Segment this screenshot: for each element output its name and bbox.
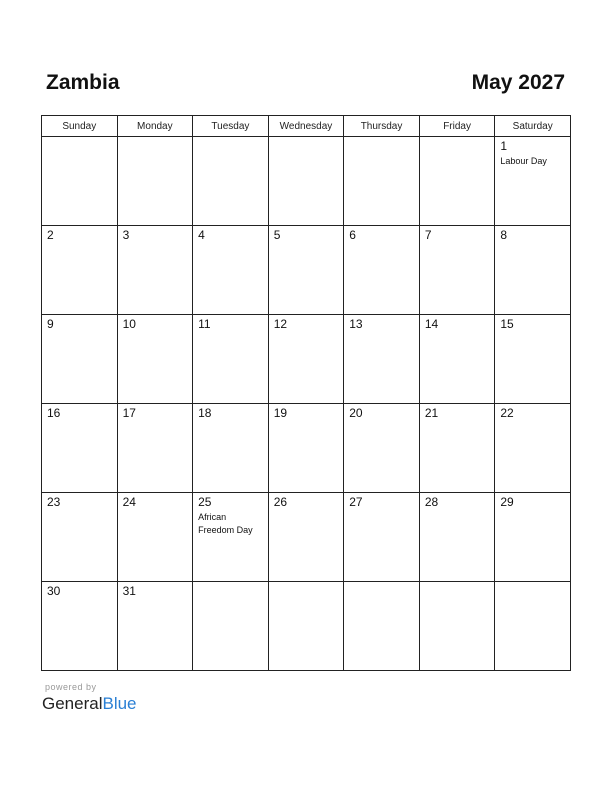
- day-number: 22: [500, 406, 514, 420]
- day-number: [193, 582, 268, 585]
- week-row: [42, 582, 571, 671]
- day-cell: [193, 137, 269, 226]
- day-number: 9: [47, 317, 54, 331]
- day-cell: [42, 137, 118, 226]
- day-number: [344, 582, 419, 585]
- day-number: 25: [198, 495, 212, 509]
- weekday-header-row: [42, 116, 571, 137]
- brand-text-general: General: [42, 694, 103, 713]
- day-number: 13: [349, 317, 363, 331]
- day-number: 29: [500, 495, 514, 509]
- day-cell: [117, 315, 193, 404]
- day-cell: [419, 226, 495, 315]
- day-cell: [495, 404, 571, 493]
- day-cell: [268, 404, 344, 493]
- day-number: 10: [122, 317, 136, 331]
- week-row: [42, 137, 571, 226]
- powered-by-label: powered by: [45, 682, 97, 692]
- day-cell: [495, 137, 571, 226]
- day-number: [420, 137, 495, 140]
- day-number: 31: [122, 584, 136, 598]
- day-number: 30: [47, 584, 61, 598]
- country-title: Zambia: [46, 71, 120, 94]
- day-number: [193, 137, 268, 140]
- day-number: [420, 582, 495, 585]
- day-cell: [117, 226, 193, 315]
- weekday-friday: Friday: [419, 116, 495, 137]
- day-cell: [42, 493, 118, 582]
- day-cell: [268, 137, 344, 226]
- day-cell: [419, 493, 495, 582]
- day-number: 12: [273, 317, 288, 331]
- day-cell: [419, 404, 495, 493]
- day-number: 14: [424, 317, 439, 331]
- day-cell: [419, 137, 495, 226]
- weekday-tuesday: Tuesday: [193, 116, 269, 137]
- day-number: 8: [500, 228, 508, 242]
- day-number: 3: [122, 228, 130, 242]
- day-cell: [495, 226, 571, 315]
- day-number: [344, 137, 419, 140]
- day-cell: [117, 582, 193, 671]
- day-number: 21: [424, 406, 439, 420]
- day-number: 17: [122, 406, 136, 420]
- day-cell: [344, 582, 420, 671]
- weekday-sunday: Sunday: [42, 116, 118, 137]
- day-cell: [117, 493, 193, 582]
- generalblue-logo: [42, 694, 137, 714]
- holiday-label: African Freedom Day: [198, 512, 253, 535]
- month-year-title: May 2027: [471, 71, 565, 94]
- day-number: [118, 137, 193, 140]
- day-number: 26: [273, 495, 288, 509]
- day-cell: [268, 493, 344, 582]
- day-cell: [117, 137, 193, 226]
- week-row: [42, 226, 571, 315]
- day-cell: [42, 226, 118, 315]
- day-cell: [344, 315, 420, 404]
- weekday-thursday: Thursday: [344, 116, 420, 137]
- weekday-saturday: Saturday: [495, 116, 571, 137]
- day-cell: [42, 404, 118, 493]
- day-number: 7: [424, 228, 432, 242]
- day-number: [269, 582, 344, 585]
- day-cell: [268, 315, 344, 404]
- day-number: 23: [47, 495, 61, 509]
- week-row: [42, 493, 571, 582]
- day-number: 28: [424, 495, 439, 509]
- day-cell: [419, 582, 495, 671]
- day-cell: [268, 226, 344, 315]
- day-cell: [495, 315, 571, 404]
- day-cell: [193, 226, 269, 315]
- day-cell: [193, 582, 269, 671]
- day-cell: [193, 315, 269, 404]
- day-number: [495, 582, 570, 585]
- day-number: 18: [198, 406, 212, 420]
- day-number: 24: [122, 495, 136, 509]
- weekday-wednesday: Wednesday: [268, 116, 344, 137]
- day-number: 27: [349, 495, 363, 509]
- day-cell: [344, 493, 420, 582]
- day-cell: [268, 582, 344, 671]
- day-number: 1: [500, 139, 508, 153]
- day-number: 2: [47, 228, 54, 242]
- holiday-label: Labour Day: [500, 156, 547, 166]
- day-number: 15: [500, 317, 514, 331]
- day-number: 19: [273, 406, 288, 420]
- day-cell: [344, 137, 420, 226]
- day-number: 5: [273, 228, 281, 242]
- week-row: [42, 404, 571, 493]
- day-number: 11: [198, 317, 211, 331]
- day-number: [269, 137, 344, 140]
- day-cell: [419, 315, 495, 404]
- day-cell: [344, 226, 420, 315]
- day-cell: [344, 404, 420, 493]
- weekday-monday: Monday: [117, 116, 193, 137]
- week-row: [42, 315, 571, 404]
- brand-text-blue: Blue: [102, 694, 137, 713]
- day-cell: [495, 582, 571, 671]
- day-cell: [42, 582, 118, 671]
- day-number: 6: [349, 228, 356, 242]
- day-cell: [42, 315, 118, 404]
- day-number: [42, 137, 117, 140]
- day-cell: [193, 493, 269, 582]
- day-cell: [117, 404, 193, 493]
- day-number: 16: [47, 406, 61, 420]
- calendar-grid: [41, 115, 571, 671]
- day-cell: [495, 493, 571, 582]
- day-number: 4: [198, 228, 205, 242]
- day-number: 20: [349, 406, 363, 420]
- day-cell: [193, 404, 269, 493]
